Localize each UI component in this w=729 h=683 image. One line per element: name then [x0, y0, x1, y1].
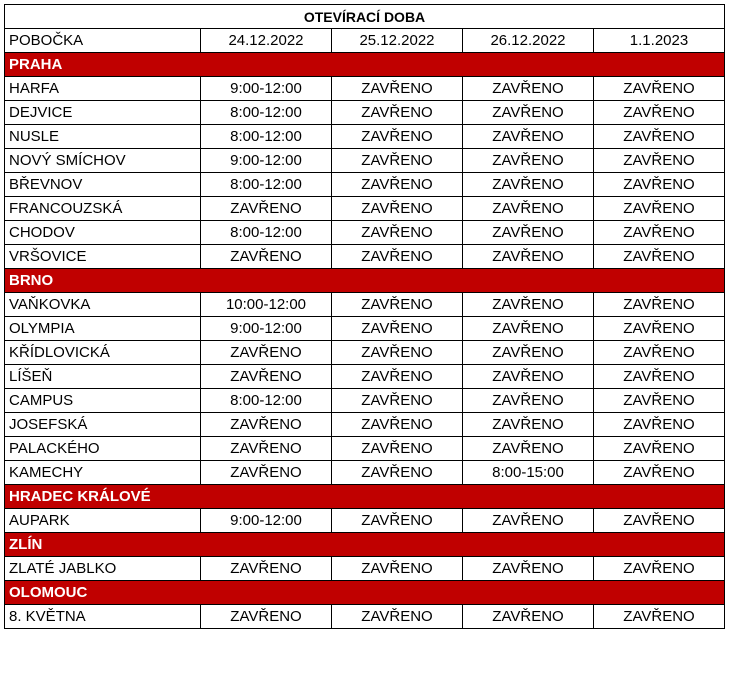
branch-name: LÍŠEŇ: [5, 365, 201, 389]
branch-name: KAMECHY: [5, 461, 201, 485]
hours-cell: ZAVŘENO: [463, 77, 594, 101]
table-row: [5, 77, 725, 101]
header-branch: POBOČKA: [5, 29, 201, 53]
opening-hours-table: [4, 4, 725, 629]
hours-cell: ZAVŘENO: [332, 197, 463, 221]
hours-cell: 8:00-15:00: [463, 461, 594, 485]
branch-name: ZLATÉ JABLKO: [5, 557, 201, 581]
hours-cell: 8:00-12:00: [201, 173, 332, 197]
branch-name: HARFA: [5, 77, 201, 101]
table-row: [5, 413, 725, 437]
hours-cell: ZAVŘENO: [201, 341, 332, 365]
section-title: ZLÍN: [5, 533, 725, 557]
section-title: OLOMOUC: [5, 581, 725, 605]
hours-cell: ZAVŘENO: [594, 173, 725, 197]
header-date: 1.1.2023: [594, 29, 725, 53]
hours-cell: ZAVŘENO: [201, 365, 332, 389]
section-row: [5, 485, 725, 509]
table-row: [5, 509, 725, 533]
hours-cell: ZAVŘENO: [594, 557, 725, 581]
hours-cell: ZAVŘENO: [463, 149, 594, 173]
hours-cell: ZAVŘENO: [594, 413, 725, 437]
hours-cell: ZAVŘENO: [201, 605, 332, 629]
title-row: [5, 5, 725, 29]
hours-cell: ZAVŘENO: [201, 437, 332, 461]
hours-cell: ZAVŘENO: [332, 437, 463, 461]
hours-cell: ZAVŘENO: [463, 197, 594, 221]
hours-cell: ZAVŘENO: [332, 461, 463, 485]
hours-cell: 10:00-12:00: [201, 293, 332, 317]
branch-name: DEJVICE: [5, 101, 201, 125]
section-title: PRAHA: [5, 53, 725, 77]
hours-cell: ZAVŘENO: [594, 389, 725, 413]
branch-name: VRŠOVICE: [5, 245, 201, 269]
section-row: [5, 53, 725, 77]
hours-cell: ZAVŘENO: [463, 293, 594, 317]
table-row: [5, 557, 725, 581]
opening-hours-sheet: [4, 4, 724, 629]
hours-cell: ZAVŘENO: [332, 365, 463, 389]
hours-cell: ZAVŘENO: [332, 341, 463, 365]
table-row: [5, 293, 725, 317]
table-row: [5, 149, 725, 173]
hours-cell: ZAVŘENO: [332, 221, 463, 245]
hours-cell: ZAVŘENO: [463, 341, 594, 365]
hours-cell: ZAVŘENO: [594, 605, 725, 629]
branch-name: VAŇKOVKA: [5, 293, 201, 317]
table-row: [5, 125, 725, 149]
branch-name: 8. KVĚTNA: [5, 605, 201, 629]
table-row: [5, 365, 725, 389]
section-title: BRNO: [5, 269, 725, 293]
hours-cell: 8:00-12:00: [201, 125, 332, 149]
hours-cell: ZAVŘENO: [594, 317, 725, 341]
branch-name: AUPARK: [5, 509, 201, 533]
hours-cell: 9:00-12:00: [201, 317, 332, 341]
hours-cell: ZAVŘENO: [332, 149, 463, 173]
branch-name: NUSLE: [5, 125, 201, 149]
table-row: [5, 197, 725, 221]
hours-cell: ZAVŘENO: [201, 245, 332, 269]
hours-cell: ZAVŘENO: [594, 101, 725, 125]
table-body: [5, 5, 725, 629]
section-title: HRADEC KRÁLOVÉ: [5, 485, 725, 509]
branch-name: PALACKÉHO: [5, 437, 201, 461]
section-row: [5, 269, 725, 293]
table-row: [5, 173, 725, 197]
hours-cell: ZAVŘENO: [594, 149, 725, 173]
hours-cell: 9:00-12:00: [201, 77, 332, 101]
table-row: [5, 437, 725, 461]
hours-cell: ZAVŘENO: [332, 245, 463, 269]
hours-cell: ZAVŘENO: [201, 461, 332, 485]
table-row: [5, 101, 725, 125]
section-row: [5, 533, 725, 557]
hours-cell: ZAVŘENO: [463, 389, 594, 413]
hours-cell: 8:00-12:00: [201, 221, 332, 245]
table-row: [5, 341, 725, 365]
section-row: [5, 581, 725, 605]
table-row: [5, 245, 725, 269]
hours-cell: 9:00-12:00: [201, 509, 332, 533]
branch-name: KŘÍDLOVICKÁ: [5, 341, 201, 365]
header-date: 25.12.2022: [332, 29, 463, 53]
hours-cell: ZAVŘENO: [594, 341, 725, 365]
hours-cell: ZAVŘENO: [201, 557, 332, 581]
hours-cell: ZAVŘENO: [463, 101, 594, 125]
hours-cell: ZAVŘENO: [463, 245, 594, 269]
table-title: OTEVÍRACÍ DOBA: [5, 5, 725, 29]
hours-cell: ZAVŘENO: [463, 221, 594, 245]
hours-cell: ZAVŘENO: [332, 317, 463, 341]
table-row: [5, 605, 725, 629]
hours-cell: ZAVŘENO: [332, 125, 463, 149]
hours-cell: ZAVŘENO: [332, 389, 463, 413]
table-row: [5, 317, 725, 341]
hours-cell: ZAVŘENO: [201, 197, 332, 221]
hours-cell: 9:00-12:00: [201, 149, 332, 173]
hours-cell: 8:00-12:00: [201, 389, 332, 413]
hours-cell: ZAVŘENO: [332, 605, 463, 629]
table-row: [5, 389, 725, 413]
hours-cell: ZAVŘENO: [463, 605, 594, 629]
hours-cell: ZAVŘENO: [463, 413, 594, 437]
hours-cell: 8:00-12:00: [201, 101, 332, 125]
branch-name: FRANCOUZSKÁ: [5, 197, 201, 221]
hours-cell: ZAVŘENO: [332, 173, 463, 197]
hours-cell: ZAVŘENO: [594, 437, 725, 461]
hours-cell: ZAVŘENO: [332, 293, 463, 317]
hours-cell: ZAVŘENO: [463, 125, 594, 149]
hours-cell: ZAVŘENO: [201, 413, 332, 437]
hours-cell: ZAVŘENO: [463, 173, 594, 197]
table-row: [5, 221, 725, 245]
hours-cell: ZAVŘENO: [594, 365, 725, 389]
branch-name: BŘEVNOV: [5, 173, 201, 197]
table-row: [5, 461, 725, 485]
hours-cell: ZAVŘENO: [594, 221, 725, 245]
hours-cell: ZAVŘENO: [463, 437, 594, 461]
branch-name: JOSEFSKÁ: [5, 413, 201, 437]
hours-cell: ZAVŘENO: [463, 365, 594, 389]
hours-cell: ZAVŘENO: [594, 461, 725, 485]
branch-name: CHODOV: [5, 221, 201, 245]
hours-cell: ZAVŘENO: [463, 557, 594, 581]
hours-cell: ZAVŘENO: [332, 413, 463, 437]
hours-cell: ZAVŘENO: [594, 245, 725, 269]
hours-cell: ZAVŘENO: [463, 317, 594, 341]
header-row: [5, 29, 725, 53]
hours-cell: ZAVŘENO: [594, 293, 725, 317]
hours-cell: ZAVŘENO: [332, 509, 463, 533]
hours-cell: ZAVŘENO: [594, 125, 725, 149]
hours-cell: ZAVŘENO: [594, 509, 725, 533]
branch-name: OLYMPIA: [5, 317, 201, 341]
header-date: 26.12.2022: [463, 29, 594, 53]
hours-cell: ZAVŘENO: [594, 197, 725, 221]
hours-cell: ZAVŘENO: [463, 509, 594, 533]
hours-cell: ZAVŘENO: [332, 77, 463, 101]
branch-name: NOVÝ SMÍCHOV: [5, 149, 201, 173]
hours-cell: ZAVŘENO: [594, 77, 725, 101]
hours-cell: ZAVŘENO: [332, 101, 463, 125]
branch-name: CAMPUS: [5, 389, 201, 413]
hours-cell: ZAVŘENO: [332, 557, 463, 581]
header-date: 24.12.2022: [201, 29, 332, 53]
